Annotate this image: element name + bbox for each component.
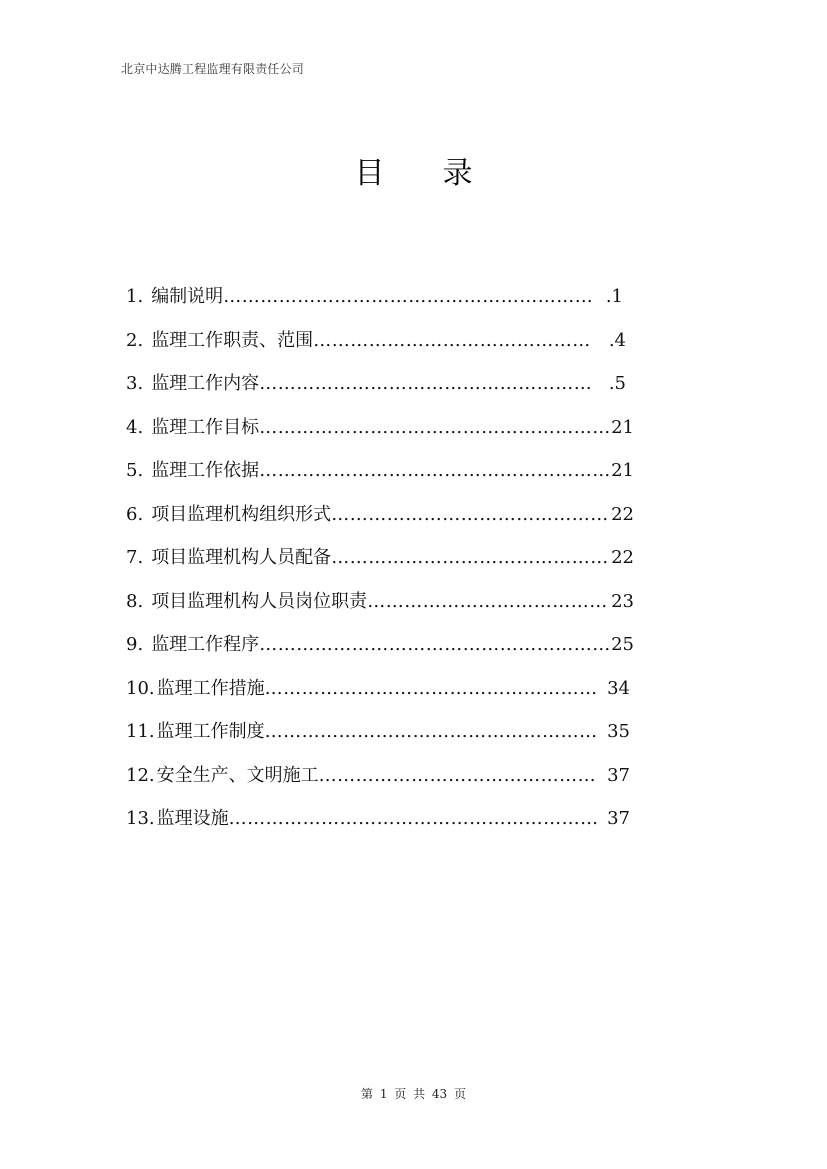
page-header-company: 北京中达腾工程监理有限责任公司 bbox=[121, 62, 305, 76]
toc-entry-title: 编制说明 bbox=[151, 286, 224, 307]
page-footer: 第 1 页 共 43 页 bbox=[361, 1087, 466, 1101]
toc-entry[interactable] bbox=[126, 587, 686, 631]
table-of-contents bbox=[126, 282, 686, 848]
toc-entry[interactable] bbox=[126, 369, 686, 413]
toc-entry-number: 2. bbox=[126, 329, 144, 351]
toc-entry-page-number: 37 bbox=[607, 808, 630, 829]
toc-entry-title: 项目监理机构人员配备 bbox=[151, 547, 332, 568]
toc-dot-leader: ……………………………………… bbox=[331, 503, 609, 525]
toc-dot-leader: ……………………………………………… bbox=[264, 677, 598, 699]
toc-entry-page-number: 22 bbox=[611, 547, 634, 568]
toc-entry[interactable] bbox=[126, 630, 686, 674]
toc-entry-page-number: 23 bbox=[611, 590, 634, 612]
toc-entry[interactable] bbox=[126, 761, 686, 805]
toc-entry-number: 8. bbox=[126, 590, 144, 612]
toc-entry[interactable] bbox=[126, 543, 686, 587]
toc-dot-leader: ……………………………………… bbox=[331, 547, 609, 568]
toc-entry[interactable] bbox=[126, 500, 686, 544]
toc-entry[interactable] bbox=[126, 282, 686, 326]
toc-entry-number: 7. bbox=[126, 547, 144, 568]
toc-entry-title: 监理工作目标 bbox=[151, 416, 260, 438]
toc-entry[interactable] bbox=[126, 717, 686, 761]
toc-entry-title: 监理设施 bbox=[156, 808, 229, 829]
toc-entry-page-number: .4 bbox=[608, 329, 626, 351]
toc-entry[interactable] bbox=[126, 804, 686, 848]
toc-entry[interactable] bbox=[126, 326, 686, 370]
toc-entry-number: 6. bbox=[126, 503, 144, 525]
toc-dot-leader: ……………………………………… bbox=[313, 329, 591, 351]
toc-entry[interactable] bbox=[126, 456, 686, 500]
toc-entry[interactable] bbox=[126, 674, 686, 718]
toc-entry-number: 11. bbox=[126, 721, 155, 742]
toc-entry-page-number: .1 bbox=[605, 286, 623, 307]
toc-entry-number: 3. bbox=[126, 373, 144, 394]
toc-entry-number: 13. bbox=[126, 808, 155, 829]
toc-entry-title: 监理工作依据 bbox=[151, 460, 260, 481]
toc-dot-leader: ………………………………………………… bbox=[259, 634, 611, 655]
toc-entry-page-number: 35 bbox=[607, 721, 630, 742]
toc-entry-title: 监理工作职责、范围 bbox=[151, 329, 314, 351]
toc-dot-leader: ……………………………………………… bbox=[259, 373, 593, 394]
toc-entry-number: 9. bbox=[126, 634, 144, 655]
toc-dot-leader: …………………………………………………… bbox=[228, 808, 599, 829]
toc-entry-title: 项目监理机构人员岗位职责 bbox=[151, 590, 368, 612]
toc-entry-title: 项目监理机构组织形式 bbox=[151, 503, 332, 525]
toc-entry-number: 12. bbox=[126, 764, 155, 786]
toc-entry-title: 监理工作内容 bbox=[151, 373, 260, 394]
toc-entry-page-number: .5 bbox=[608, 373, 626, 394]
toc-entry-page-number: 21 bbox=[611, 460, 634, 481]
toc-entry[interactable] bbox=[126, 413, 686, 457]
toc-dot-leader: …………………………………………………… bbox=[223, 286, 594, 307]
toc-entry-number: 1. bbox=[126, 286, 144, 307]
toc-entry-title: 监理工作程序 bbox=[151, 634, 260, 655]
toc-entry-page-number: 22 bbox=[611, 503, 634, 525]
page-title: 目录 bbox=[354, 156, 531, 191]
toc-entry-number: 10. bbox=[126, 677, 155, 699]
toc-dot-leader: ……………………………………………… bbox=[264, 721, 598, 742]
toc-entry-number: 5. bbox=[126, 460, 144, 481]
toc-entry-title: 监理工作制度 bbox=[156, 721, 265, 742]
toc-entry-title: 安全生产、文明施工 bbox=[156, 764, 319, 786]
toc-entry-page-number: 25 bbox=[611, 634, 634, 655]
toc-dot-leader: ………………………………………………… bbox=[259, 460, 611, 481]
toc-entry-title: 监理工作措施 bbox=[156, 677, 265, 699]
toc-dot-leader: ……………………………………… bbox=[318, 764, 597, 786]
toc-dot-leader: ………………………………… bbox=[367, 590, 608, 612]
toc-entry-page-number: 37 bbox=[607, 764, 630, 786]
toc-entry-number: 4. bbox=[126, 416, 144, 438]
toc-entry-page-number: 34 bbox=[607, 677, 630, 699]
toc-entry-page-number: 21 bbox=[611, 416, 634, 438]
toc-dot-leader: ………………………………………………… bbox=[259, 416, 611, 438]
